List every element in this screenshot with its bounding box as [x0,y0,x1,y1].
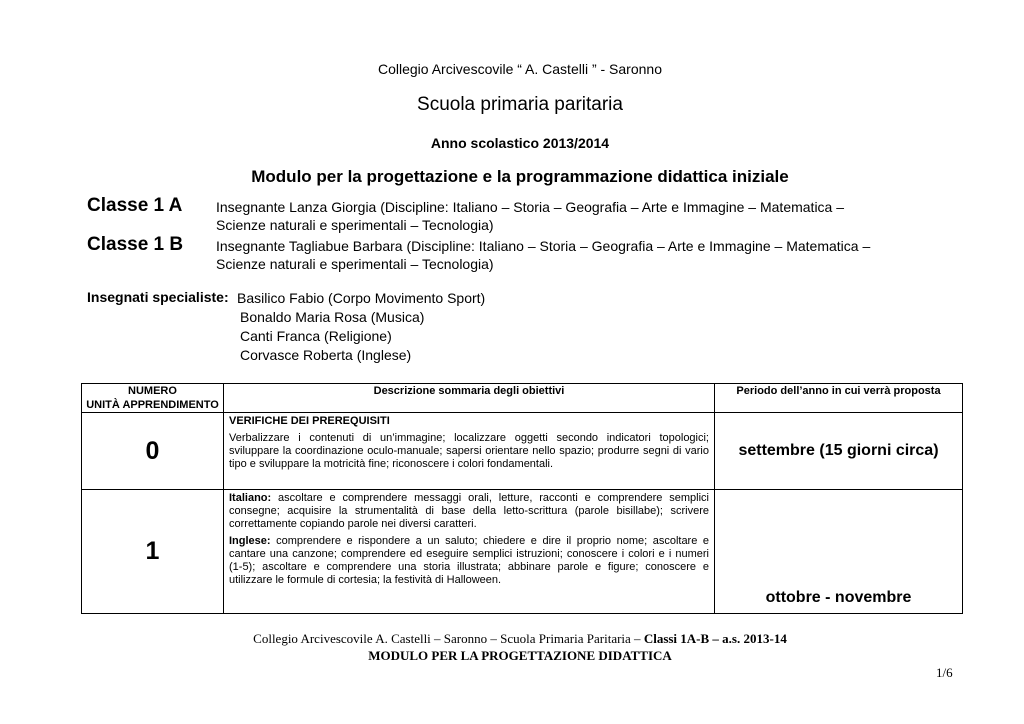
header-number [82,384,224,413]
footer-line2: MODULO PER LA PROGETTAZIONE DIDATTICA [368,648,672,663]
italiano-objectives [229,492,709,531]
class-1b-teacher [216,237,916,273]
school-year: Anno scolastico 2013/2014 [430,135,610,151]
italiano-label: Italiano: [229,492,272,504]
specialist-item: Canti Franca (Religione) [240,328,392,344]
class-1a-teacher-line2: Scienze naturali e sperimentali – Tecnologia) [216,217,494,233]
inglese-label: Inglese: [229,535,271,547]
footer-school: Collegio Arcivescovile A. Castelli – Saronno – Scuola Primaria Paritaria – [253,631,644,646]
header-period: Periodo dell’anno in cui verrà proposta [715,384,963,413]
specialists-label: Insegnati specialiste: [87,289,229,305]
header-number-line2: UNITÀ APPRENDIMENTO [86,399,219,411]
inglese-text: comprendere e rispondere a un saluto; chiedere e dire il proprio nome; ascoltare e cantare una canzone; comprendere ed eseguire semplici istruzioni; conoscere i colori e i numeri (1-5); ascoltare e comprendere una storia illustrata; abbinare parole e figure; conoscere e utilizzare le formule di cortesia; la festività di Halloween. [229,535,709,586]
italiano-text: ascoltare e comprendere messaggi orali, letture, racconti e comprendere semplici consegne; acquisire la strumentalità di base della letto-scrittura (parole bisillabe); scrivere correttamente copiando parole nei diversi caratteri. [229,492,709,530]
table-row [82,490,963,614]
unit-number: 0 [82,413,224,490]
unit-number: 1 [82,490,224,614]
class-1a-label: Classe 1 A [87,195,183,216]
module-title: Modulo per la progettazione e la programmazione didattica iniziale [251,167,789,186]
class-1a-teacher [216,198,916,234]
unit-description [224,490,715,614]
footer-classes: Classi 1A-B – a.s. 2013-14 [643,631,787,646]
specialist-item: Bonaldo Maria Rosa (Musica) [240,309,425,325]
header-number-line1: NUMERO [128,385,177,397]
unit-period: ottobre - novembre [715,490,963,614]
class-1b-teacher-line2: Scienze naturali e sperimentali – Tecnologia) [216,256,494,272]
table-header-row [82,384,963,413]
page-number: 1/6 [936,665,953,680]
class-1b-teacher-line1: Insegnante Tagliabue Barbara (Discipline: Italiano – Storia – Geografia – Arte e Immagine – Matematica – [216,238,871,254]
planning-table [81,383,963,614]
unit-title: VERIFICHE DEI PREREQUISITI [229,415,390,427]
college-heading: Collegio Arcivescovile “ A. Castelli ” - Saronno [377,61,662,77]
inglese-objectives [229,535,709,587]
specialist-item: Corvasce Roberta (Inglese) [240,347,412,363]
unit-objectives: Verbalizzare i contenuti di un’immagine; localizzare oggetti secondo indicatori topologici; sviluppare la coordinazione oculo-manuale; sapersi orientare nello spazio; produrre segni di vario tipo e sviluppare la motricità fine; riconoscere i colori fondamentali. [229,432,709,470]
unit-period: settembre (15 giorni circa) [715,413,963,490]
class-1a-teacher-line1: Insegnante Lanza Giorgia (Discipline: Italiano – Storia – Geografia – Arte e Immagine – Matematica – [216,199,845,215]
specialist-item: Basilico Fabio (Corpo Movimento Sport) [237,290,486,306]
table-row [82,413,963,490]
unit-description [224,413,715,490]
specialists-list [237,289,488,365]
footer-line1 [0,631,1024,647]
class-1b-label: Classe 1 B [87,234,184,255]
school-heading: Scuola primaria paritaria [417,94,623,115]
header-description: Descrizione sommaria degli obiettivi [224,384,715,413]
